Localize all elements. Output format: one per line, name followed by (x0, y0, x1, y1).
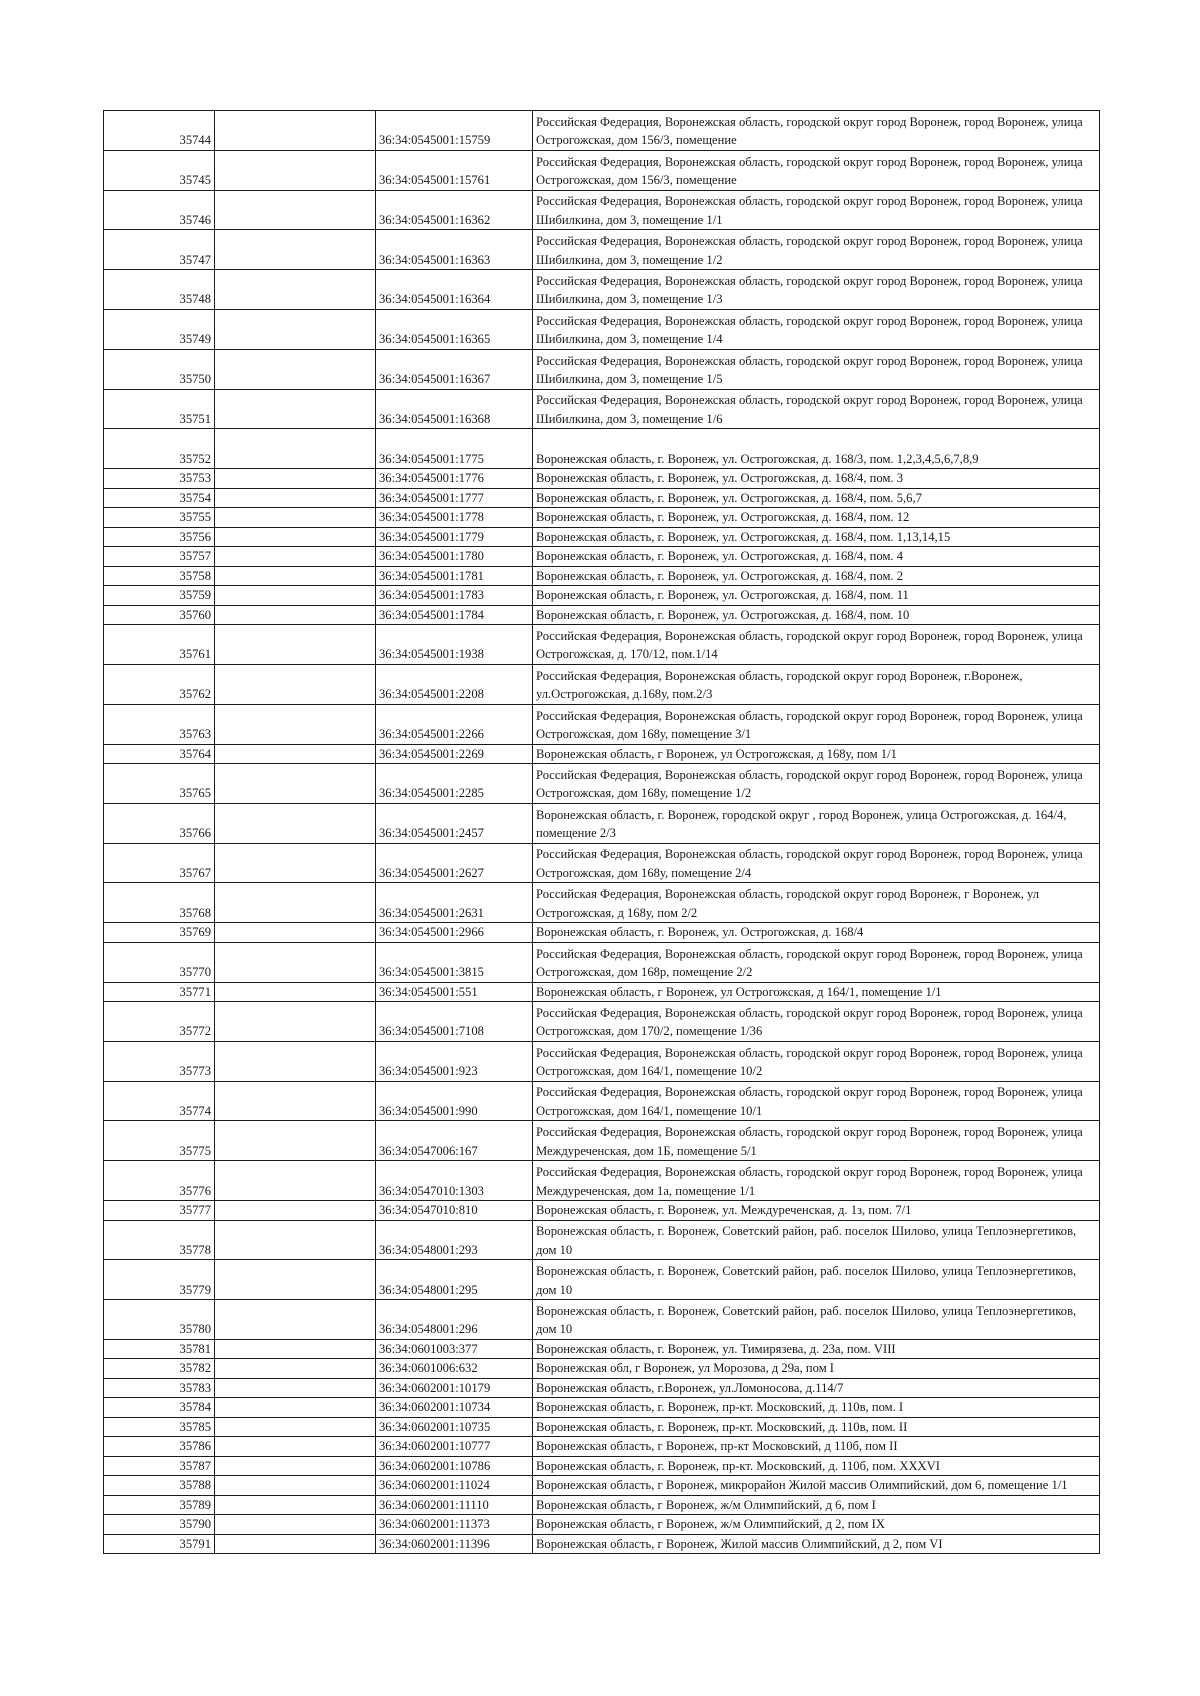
address-cell: Российская Федерация, Воронежская область, городской округ город Воронеж, город Воронеж, улица Шибилкина, дом 3, помещение 1/4 (533, 309, 1100, 349)
address-cell: Российская Федерация, Воронежская область, городской округ город Воронеж, город Воронеж, улица Острогожская, дом 168у, помещение 1/2 (533, 764, 1100, 804)
cadastral-number: 36:34:0545001:3815 (376, 942, 533, 982)
empty-cell (215, 270, 376, 310)
address-cell: Воронежская область, г. Воронеж, ул. Острогожская, д. 168/4, пом. 12 (533, 508, 1100, 528)
address-cell: Российская Федерация, Воронежская область, городской округ город Воронеж, город Воронеж, улица Острогожская, дом 164/1, помещение 10/1 (533, 1081, 1100, 1121)
row-number: 35748 (104, 270, 215, 310)
row-number: 35789 (104, 1495, 215, 1515)
empty-cell (215, 111, 376, 151)
table-row (104, 1398, 1100, 1418)
row-number: 35749 (104, 309, 215, 349)
row-number: 35756 (104, 527, 215, 547)
row-number: 35760 (104, 605, 215, 625)
cadastral-number: 36:34:0545001:2285 (376, 764, 533, 804)
cadastral-number: 36:34:0545001:16365 (376, 309, 533, 349)
row-number: 35785 (104, 1417, 215, 1437)
cadastral-number: 36:34:0547010:1303 (376, 1161, 533, 1201)
row-number: 35782 (104, 1359, 215, 1379)
cadastral-number: 36:34:0545001:16367 (376, 349, 533, 389)
empty-cell (215, 923, 376, 943)
empty-cell (215, 843, 376, 883)
empty-cell (215, 1002, 376, 1042)
table-row (104, 150, 1100, 190)
row-number: 35759 (104, 586, 215, 606)
empty-cell (215, 744, 376, 764)
empty-cell (215, 230, 376, 270)
row-number: 35764 (104, 744, 215, 764)
table-row (104, 508, 1100, 528)
empty-cell (215, 704, 376, 744)
address-cell: Воронежская область, г. Воронеж, ул. Острогожская, д. 168/4, пом. 10 (533, 605, 1100, 625)
table-row (104, 1220, 1100, 1260)
row-number: 35765 (104, 764, 215, 804)
row-number: 35772 (104, 1002, 215, 1042)
table-row (104, 1515, 1100, 1535)
cadastral-number: 36:34:0548001:295 (376, 1260, 533, 1300)
row-number: 35747 (104, 230, 215, 270)
table-row (104, 1456, 1100, 1476)
table-row (104, 982, 1100, 1002)
row-number: 35773 (104, 1041, 215, 1081)
address-cell: Российская Федерация, Воронежская область, городской округ город Воронеж, город Воронеж, улица Шибилкина, дом 3, помещение 1/2 (533, 230, 1100, 270)
table-row (104, 309, 1100, 349)
table-row (104, 230, 1100, 270)
empty-cell (215, 1456, 376, 1476)
cadastral-number: 36:34:0601003:377 (376, 1339, 533, 1359)
address-cell: Воронежская область, г. Воронеж, Советский район, раб. поселок Шилово, улица Теплоэнергетиков, дом 10 (533, 1220, 1100, 1260)
empty-cell (215, 1417, 376, 1437)
empty-cell (215, 566, 376, 586)
row-number: 35781 (104, 1339, 215, 1359)
table-row (104, 429, 1100, 469)
address-cell: Воронежская область, г Воронеж, ул Острогожская, д 168у, пом 1/1 (533, 744, 1100, 764)
address-cell: Воронежская область, г. Воронеж, пр-кт. Московский, д. 110в, пом. I (533, 1398, 1100, 1418)
empty-cell (215, 1359, 376, 1379)
table-row (104, 1201, 1100, 1221)
cadastral-number: 36:34:0545001:15761 (376, 150, 533, 190)
table-row (104, 1081, 1100, 1121)
table-row (104, 389, 1100, 429)
empty-cell (215, 664, 376, 704)
row-number: 35745 (104, 150, 215, 190)
row-number: 35775 (104, 1121, 215, 1161)
address-cell: Воронежская область, г. Воронеж, Советский район, раб. поселок Шилово, улица Теплоэнергетиков, дом 10 (533, 1260, 1100, 1300)
row-number: 35751 (104, 389, 215, 429)
address-cell: Воронежская область, г Воронеж, ул Острогожская, д 164/1, помещение 1/1 (533, 982, 1100, 1002)
table-row (104, 469, 1100, 489)
empty-cell (215, 1398, 376, 1418)
empty-cell (215, 625, 376, 665)
row-number: 35761 (104, 625, 215, 665)
cadastral-number: 36:34:0547006:167 (376, 1121, 533, 1161)
row-number: 35784 (104, 1398, 215, 1418)
address-cell: Российская Федерация, Воронежская область, городской округ город Воронеж, город Воронеж, улица Острогожская, дом 170/2, помещение 1/36 (533, 1002, 1100, 1042)
cadastral-number: 36:34:0602001:11110 (376, 1495, 533, 1515)
empty-cell (215, 605, 376, 625)
table-row (104, 1121, 1100, 1161)
address-cell: Российская Федерация, Воронежская область, городской округ город Воронеж, город Воронеж, улица Междуреченская, дом 1а, помещение 1/1 (533, 1161, 1100, 1201)
address-cell: Воронежская область, г. Воронеж, ул. Острогожская, д. 168/4, пом. 4 (533, 547, 1100, 567)
address-cell: Воронежская обл, г Воронеж, ул Морозова, д 29а, пом I (533, 1359, 1100, 1379)
cadastral-number: 36:34:0545001:1777 (376, 488, 533, 508)
address-cell: Воронежская область, г. Воронеж, пр-кт. Московский, д. 110в, пом. II (533, 1417, 1100, 1437)
table-row (104, 1300, 1100, 1340)
empty-cell (215, 942, 376, 982)
table-row (104, 1378, 1100, 1398)
empty-cell (215, 1515, 376, 1535)
address-cell: Воронежская область, г. Воронеж, ул. Острогожская, д. 168/3, пом. 1,2,3,4,5,6,7,8,9 (533, 429, 1100, 469)
row-number: 35786 (104, 1437, 215, 1457)
cadastral-number: 36:34:0602001:10777 (376, 1437, 533, 1457)
table-row (104, 923, 1100, 943)
table-row (104, 1476, 1100, 1496)
empty-cell (215, 1495, 376, 1515)
cadastral-number: 36:34:0545001:2966 (376, 923, 533, 943)
address-cell: Воронежская область, г.Воронеж, ул.Ломоносова, д.114/7 (533, 1378, 1100, 1398)
cadastral-number: 36:34:0545001:1778 (376, 508, 533, 528)
cadastral-number: 36:34:0602001:10786 (376, 1456, 533, 1476)
cadastral-number: 36:34:0545001:2269 (376, 744, 533, 764)
cadastral-number: 36:34:0545001:2266 (376, 704, 533, 744)
address-cell: Воронежская область, г Воронеж, ж/м Олимпийский, д 2, пом IX (533, 1515, 1100, 1535)
address-cell: Воронежская область, г. Воронеж, ул. Междуреченская, д. 1з, пом. 7/1 (533, 1201, 1100, 1221)
table-row (104, 1260, 1100, 1300)
row-number: 35766 (104, 803, 215, 843)
cadastral-number: 36:34:0602001:10734 (376, 1398, 533, 1418)
cadastral-number: 36:34:0545001:2627 (376, 843, 533, 883)
address-cell: Российская Федерация, Воронежская область, городской округ город Воронеж, город Воронеж, улица Острогожская, дом 156/3, помещение (533, 150, 1100, 190)
address-cell: Российская Федерация, Воронежская область, городской округ город Воронеж, г Воронеж, ул Острогожская, д 168у, пом 2/2 (533, 883, 1100, 923)
row-number: 35744 (104, 111, 215, 151)
table-row (104, 1041, 1100, 1081)
cadastral-number: 36:34:0548001:293 (376, 1220, 533, 1260)
cadastral-number: 36:34:0545001:2631 (376, 883, 533, 923)
address-cell: Воронежская область, г. Воронеж, ул. Острогожская, д. 168/4 (533, 923, 1100, 943)
table-row (104, 111, 1100, 151)
row-number: 35767 (104, 843, 215, 883)
cadastral-number: 36:34:0602001:10735 (376, 1417, 533, 1437)
address-cell: Российская Федерация, Воронежская область, городской округ город Воронеж, город Воронеж, улица Шибилкина, дом 3, помещение 1/5 (533, 349, 1100, 389)
address-cell: Российская Федерация, Воронежская область, городской округ город Воронеж, город Воронеж, улица Острогожская, дом 156/3, помещение (533, 111, 1100, 151)
empty-cell (215, 1300, 376, 1340)
address-cell: Российская Федерация, Воронежская область, городской округ город Воронеж, город Воронеж, улица Острогожская, дом 168у, помещение 3/1 (533, 704, 1100, 744)
table-row (104, 1339, 1100, 1359)
address-cell: Воронежская область, г. Воронеж, пр-кт. Московский, д. 110б, пом. XXXVI (533, 1456, 1100, 1476)
address-cell: Российская Федерация, Воронежская область, городской округ город Воронеж, город Воронеж, улица Острогожская, дом 168р, помещение 2/2 (533, 942, 1100, 982)
address-cell: Российская Федерация, Воронежская область, городской округ город Воронеж, город Воронеж, улица Шибилкина, дом 3, помещение 1/1 (533, 190, 1100, 230)
row-number: 35788 (104, 1476, 215, 1496)
empty-cell (215, 1437, 376, 1457)
table-row (104, 488, 1100, 508)
row-number: 35752 (104, 429, 215, 469)
empty-cell (215, 1260, 376, 1300)
cadastral-number: 36:34:0545001:1938 (376, 625, 533, 665)
empty-cell (215, 803, 376, 843)
table-row (104, 803, 1100, 843)
address-cell: Воронежская область, г. Воронеж, ул. Острогожская, д. 168/4, пом. 11 (533, 586, 1100, 606)
row-number: 35787 (104, 1456, 215, 1476)
address-cell: Воронежская область, г Воронеж, микрорайон Жилой массив Олимпийский, дом 6, помещение 1/1 (533, 1476, 1100, 1496)
row-number: 35746 (104, 190, 215, 230)
address-cell: Воронежская область, г. Воронеж, ул. Острогожская, д. 168/4, пом. 2 (533, 566, 1100, 586)
table-row (104, 764, 1100, 804)
cadastral-number: 36:34:0602001:11373 (376, 1515, 533, 1535)
table-row (104, 349, 1100, 389)
empty-cell (215, 469, 376, 489)
cadastral-number: 36:34:0545001:1780 (376, 547, 533, 567)
row-number: 35754 (104, 488, 215, 508)
empty-cell (215, 1534, 376, 1554)
empty-cell (215, 764, 376, 804)
address-cell: Воронежская область, г. Воронеж, ул. Тимирязева, д. 23а, пом. VIII (533, 1339, 1100, 1359)
empty-cell (215, 982, 376, 1002)
cadastral-number: 36:34:0545001:923 (376, 1041, 533, 1081)
registry-body (104, 111, 1100, 1554)
table-row (104, 1417, 1100, 1437)
row-number: 35771 (104, 982, 215, 1002)
cadastral-number: 36:34:0545001:16368 (376, 389, 533, 429)
cadastral-number: 36:34:0545001:7108 (376, 1002, 533, 1042)
empty-cell (215, 1121, 376, 1161)
row-number: 35774 (104, 1081, 215, 1121)
cadastral-number: 36:34:0548001:296 (376, 1300, 533, 1340)
empty-cell (215, 1161, 376, 1201)
address-cell: Российская Федерация, Воронежская область, городской округ город Воронеж, город Воронеж, улица Шибилкина, дом 3, помещение 1/3 (533, 270, 1100, 310)
row-number: 35780 (104, 1300, 215, 1340)
cadastral-number: 36:34:0545001:2457 (376, 803, 533, 843)
empty-cell (215, 527, 376, 547)
row-number: 35790 (104, 1515, 215, 1535)
address-cell: Российская Федерация, Воронежская область, городской округ город Воронеж, город Воронеж, улица Междуреченская, дом 1Б, помещение 5/1 (533, 1121, 1100, 1161)
empty-cell (215, 1041, 376, 1081)
row-number: 35750 (104, 349, 215, 389)
empty-cell (215, 508, 376, 528)
empty-cell (215, 389, 376, 429)
cadastral-number: 36:34:0545001:1784 (376, 605, 533, 625)
address-cell: Российская Федерация, Воронежская область, городской округ город Воронеж, г.Воронеж, ул.Острогожская, д.168у, пом.2/3 (533, 664, 1100, 704)
table-row (104, 586, 1100, 606)
empty-cell (215, 309, 376, 349)
table-row (104, 883, 1100, 923)
table-row (104, 942, 1100, 982)
address-cell: Воронежская область, г. Воронеж, Советский район, раб. поселок Шилово, улица Теплоэнергетиков, дом 10 (533, 1300, 1100, 1340)
cadastral-number: 36:34:0602001:10179 (376, 1378, 533, 1398)
cadastral-number: 36:34:0545001:2208 (376, 664, 533, 704)
row-number: 35757 (104, 547, 215, 567)
row-number: 35779 (104, 1260, 215, 1300)
address-cell: Российская Федерация, Воронежская область, городской округ город Воронеж, город Воронеж, улица Острогожская, дом 164/1, помещение 10/2 (533, 1041, 1100, 1081)
cadastral-number: 36:34:0545001:1776 (376, 469, 533, 489)
table-row (104, 605, 1100, 625)
row-number: 35768 (104, 883, 215, 923)
row-number: 35776 (104, 1161, 215, 1201)
address-cell: Воронежская область, г Воронеж, ж/м Олимпийский, д 6, пом I (533, 1495, 1100, 1515)
row-number: 35791 (104, 1534, 215, 1554)
address-cell: Российская Федерация, Воронежская область, городской округ город Воронеж, город Воронеж, улица Острогожская, д. 170/12, пом.1/14 (533, 625, 1100, 665)
empty-cell (215, 1339, 376, 1359)
address-cell: Воронежская область, г. Воронеж, ул. Острогожская, д. 168/4, пом. 1,13,14,15 (533, 527, 1100, 547)
row-number: 35763 (104, 704, 215, 744)
table-row (104, 1534, 1100, 1554)
table-row (104, 566, 1100, 586)
cadastral-number: 36:34:0602001:11024 (376, 1476, 533, 1496)
row-number: 35777 (104, 1201, 215, 1221)
table-row (104, 1437, 1100, 1457)
row-number: 35783 (104, 1378, 215, 1398)
table-row (104, 190, 1100, 230)
cadastral-number: 36:34:0545001:990 (376, 1081, 533, 1121)
empty-cell (215, 349, 376, 389)
row-number: 35770 (104, 942, 215, 982)
empty-cell (215, 488, 376, 508)
address-cell: Воронежская область, г. Воронеж, ул. Острогожская, д. 168/4, пом. 5,6,7 (533, 488, 1100, 508)
table-row (104, 547, 1100, 567)
empty-cell (215, 150, 376, 190)
cadastral-number: 36:34:0545001:16363 (376, 230, 533, 270)
table-row (104, 704, 1100, 744)
table-row (104, 744, 1100, 764)
cadastral-number: 36:34:0545001:1775 (376, 429, 533, 469)
empty-cell (215, 190, 376, 230)
row-number: 35778 (104, 1220, 215, 1260)
row-number: 35762 (104, 664, 215, 704)
row-number: 35753 (104, 469, 215, 489)
address-cell: Воронежская область, г Воронеж, пр-кт Московский, д 110б, пом II (533, 1437, 1100, 1457)
empty-cell (215, 883, 376, 923)
address-cell: Российская Федерация, Воронежская область, городской округ город Воронеж, город Воронеж, улица Острогожская, дом 168у, помещение 2/4 (533, 843, 1100, 883)
cadastral-number: 36:34:0547010:810 (376, 1201, 533, 1221)
cadastral-number: 36:34:0545001:1783 (376, 586, 533, 606)
cadastral-number: 36:34:0545001:15759 (376, 111, 533, 151)
cadastral-number: 36:34:0602001:11396 (376, 1534, 533, 1554)
cadastral-number: 36:34:0545001:551 (376, 982, 533, 1002)
cadastral-number: 36:34:0545001:1781 (376, 566, 533, 586)
row-number: 35755 (104, 508, 215, 528)
cadastral-number: 36:34:0601006:632 (376, 1359, 533, 1379)
cadastral-number: 36:34:0545001:1779 (376, 527, 533, 547)
registry-table (103, 110, 1100, 1554)
empty-cell (215, 429, 376, 469)
cadastral-number: 36:34:0545001:16362 (376, 190, 533, 230)
address-cell: Воронежская область, г. Воронеж, ул. Острогожская, д. 168/4, пом. 3 (533, 469, 1100, 489)
table-row (104, 270, 1100, 310)
table-row (104, 527, 1100, 547)
address-cell: Воронежская область, г Воронеж, Жилой массив Олимпийский, д 2, пом VI (533, 1534, 1100, 1554)
empty-cell (215, 1201, 376, 1221)
table-row (104, 1002, 1100, 1042)
cadastral-number: 36:34:0545001:16364 (376, 270, 533, 310)
empty-cell (215, 586, 376, 606)
empty-cell (215, 547, 376, 567)
table-row (104, 843, 1100, 883)
row-number: 35758 (104, 566, 215, 586)
address-cell: Воронежская область, г. Воронеж, городской округ , город Воронеж, улица Острогожская, д. 164/4, помещение 2/3 (533, 803, 1100, 843)
empty-cell (215, 1220, 376, 1260)
table-row (104, 1495, 1100, 1515)
table-row (104, 1161, 1100, 1201)
empty-cell (215, 1476, 376, 1496)
address-cell: Российская Федерация, Воронежская область, городской округ город Воронеж, город Воронеж, улица Шибилкина, дом 3, помещение 1/6 (533, 389, 1100, 429)
table-row (104, 1359, 1100, 1379)
row-number: 35769 (104, 923, 215, 943)
table-row (104, 664, 1100, 704)
empty-cell (215, 1081, 376, 1121)
empty-cell (215, 1378, 376, 1398)
table-row (104, 625, 1100, 665)
